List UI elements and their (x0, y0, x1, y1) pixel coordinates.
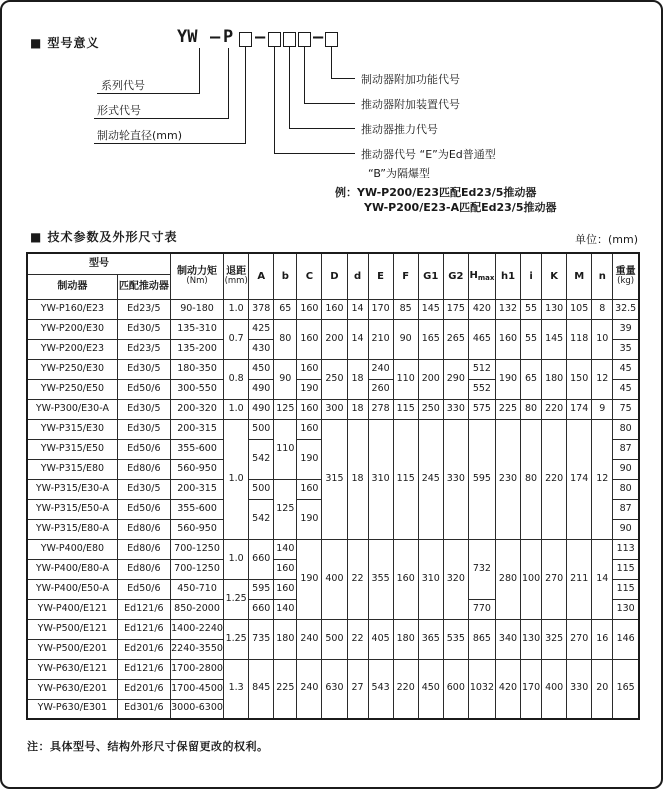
table-cell: 16 (592, 619, 613, 659)
table-cell: Ed23/5 (117, 339, 170, 359)
table-cell: Ed30/5 (117, 479, 170, 499)
table-cell: YW-P400/E80-A (27, 559, 117, 579)
table-cell: 1700-4500 (170, 679, 223, 699)
label-form-code: 形式代号 (97, 104, 141, 117)
col-header-model-group: 型号 (27, 253, 170, 274)
table-cell: 500 (249, 419, 274, 439)
table-cell: YW-P315/E50-A (27, 499, 117, 519)
connector-line (331, 47, 332, 78)
col-header-thruster: 匹配推动器 (117, 274, 170, 299)
table-cell: 115 (393, 399, 418, 419)
code-series-text: YW (177, 27, 198, 47)
table-cell: 270 (567, 619, 592, 659)
table-cell: 270 (542, 539, 567, 619)
code-box-thruster-code (268, 32, 281, 47)
table-cell: 100 (521, 539, 542, 619)
table-cell: YW-P160/E23 (27, 299, 117, 319)
table-cell: 660 (249, 599, 274, 619)
table-cell: 1700-2800 (170, 659, 223, 679)
table-cell: YW-P315/E50 (27, 439, 117, 459)
table-cell: 14 (592, 539, 613, 619)
table-cell: 355 (368, 539, 393, 619)
table-cell: 135-200 (170, 339, 223, 359)
unit-note: 单位：(mm) (575, 233, 639, 246)
table-cell: Ed201/6 (117, 679, 170, 699)
table-cell: 450 (249, 359, 274, 379)
table-cell: 425 (249, 319, 274, 339)
table-cell: 118 (567, 319, 592, 359)
col-header-C: C (297, 253, 322, 299)
table-cell: 18 (347, 419, 368, 539)
table-cell: 290 (443, 359, 468, 399)
table-cell: 45 (613, 359, 639, 379)
table-cell: 190 (297, 539, 322, 619)
connector-line (94, 143, 246, 144)
table-cell: 90 (613, 459, 639, 479)
connector-line (228, 48, 229, 118)
table-cell: 560-950 (170, 519, 223, 539)
table-cell: 575 (468, 399, 495, 419)
table-cell: 110 (393, 359, 418, 399)
table-cell: 20 (592, 659, 613, 719)
table-cell: 450-710 (170, 579, 223, 599)
table-cell: 320 (443, 539, 468, 619)
table-cell: Ed201/6 (117, 639, 170, 659)
table-cell: 12 (592, 419, 613, 539)
table-cell: 200 (322, 319, 347, 359)
table-cell: 211 (567, 539, 592, 619)
col-header-weight: 重量 (kg) (613, 253, 639, 299)
table-cell: 450 (418, 659, 443, 719)
col-header-Hmax: $H_{max}$ (468, 253, 495, 299)
table-cell: 630 (322, 659, 347, 719)
section-title-model-meaning: ■ 型号意义 (30, 36, 100, 50)
col-header-G1: G1 (418, 253, 443, 299)
table-cell: 65 (521, 359, 542, 399)
table-cell: YW-P315/E30 (27, 419, 117, 439)
col-header-K: K (542, 253, 567, 299)
table-row (27, 319, 639, 339)
table-cell: 330 (443, 399, 468, 419)
table-cell: YW-P630/E301 (27, 699, 117, 719)
col-header-b: b (274, 253, 297, 299)
table-cell: 160 (297, 299, 322, 319)
connector-line (97, 93, 200, 94)
table-cell: 1032 (468, 659, 495, 719)
table-cell: 260 (368, 379, 393, 399)
table-cell: 1.0 (224, 419, 249, 539)
table-cell: YW-P400/E80 (27, 539, 117, 559)
connector-line (274, 47, 275, 153)
label-series-code: 系列代号 (101, 79, 145, 92)
table-cell: 45 (613, 379, 639, 399)
table-cell: 110 (274, 419, 297, 479)
table-cell: 430 (249, 339, 274, 359)
table-cell: 125 (274, 479, 297, 539)
table-cell: Ed50/6 (117, 439, 170, 459)
table-cell: 220 (542, 419, 567, 539)
table-cell: 278 (368, 399, 393, 419)
table-cell: 310 (418, 539, 443, 619)
table-cell: 1.3 (224, 659, 249, 719)
table-row (27, 399, 639, 419)
connector-line (304, 103, 355, 104)
table-cell: 140 (274, 599, 297, 619)
table-cell: 18 (347, 359, 368, 399)
table-cell: YW-P400/E121 (27, 599, 117, 619)
table-cell: YW-P250/E30 (27, 359, 117, 379)
table-cell: 150 (567, 359, 592, 399)
table-cell: 160 (393, 539, 418, 619)
table-cell: YW-P250/E50 (27, 379, 117, 399)
table-cell: 865 (468, 619, 495, 659)
label-brake-function-code: 制动器附加功能代号 (361, 73, 460, 86)
table-cell: 180 (542, 359, 567, 399)
table-cell: 80 (521, 399, 542, 419)
table-cell: 175 (443, 299, 468, 319)
table-cell: 265 (443, 319, 468, 359)
table-cell: 0.7 (224, 319, 249, 359)
table-cell: YW-P500/E201 (27, 639, 117, 659)
table-cell: 145 (418, 299, 443, 319)
table-cell: 190 (495, 359, 520, 399)
table-cell: 80 (613, 479, 639, 499)
table-cell: 65 (274, 299, 297, 319)
table-cell: 75 (613, 399, 639, 419)
example-line-2: YW-P200/E23-A匹配Ed23/5推动器 (364, 201, 557, 214)
connector-line (289, 47, 290, 128)
table-cell: 355-600 (170, 439, 223, 459)
table-cell: 300-550 (170, 379, 223, 399)
col-header-E: E (368, 253, 393, 299)
section-title-parameters: ■ 技术参数及外形尺寸表 (30, 230, 178, 244)
table-cell: 9 (592, 399, 613, 419)
table-cell: 280 (495, 539, 520, 619)
table-cell: 250 (418, 399, 443, 419)
table-cell: Ed80/6 (117, 519, 170, 539)
table-cell: 160 (297, 359, 322, 379)
table-cell: 160 (297, 479, 322, 499)
table-body (27, 299, 639, 719)
code-box-function-code (325, 32, 338, 47)
table-cell: 160 (274, 559, 297, 579)
col-header-torque: 制动力矩 (Nm) (170, 253, 223, 299)
table-cell: 378 (249, 299, 274, 319)
col-header-A: A (249, 253, 274, 299)
table-cell: 174 (567, 419, 592, 539)
table-cell: YW-P315/E80-A (27, 519, 117, 539)
table-cell: 90 (613, 519, 639, 539)
table-cell: 146 (613, 619, 639, 659)
table-cell: 0.8 (224, 359, 249, 399)
table-cell: 160 (495, 319, 520, 359)
code-box-diameter (239, 32, 252, 47)
table-cell: 125 (274, 399, 297, 419)
table-cell: 465 (468, 319, 495, 359)
label-thruster-device-code: 推动器附加装置代号 (361, 98, 460, 111)
table-cell: 1.25 (224, 579, 249, 619)
connector-line (331, 78, 355, 79)
table-cell: YW-P630/E201 (27, 679, 117, 699)
table-cell: 700-1250 (170, 539, 223, 559)
table-cell: YW-P300/E30-A (27, 399, 117, 419)
table-cell: 190 (297, 379, 322, 399)
table-cell: 35 (613, 339, 639, 359)
table-cell: 105 (567, 299, 592, 319)
table-cell: 600 (443, 659, 468, 719)
table-cell: YW-P200/E30 (27, 319, 117, 339)
table-cell: 200-315 (170, 479, 223, 499)
table-cell: Ed80/6 (117, 459, 170, 479)
table-cell: 245 (418, 419, 443, 539)
table-cell: 180 (393, 619, 418, 659)
col-header-D: D (322, 253, 347, 299)
table-cell: 180-350 (170, 359, 223, 379)
table-cell: 355-600 (170, 499, 223, 519)
table-cell: 225 (495, 399, 520, 419)
table-cell: 770 (468, 599, 495, 619)
table-header (27, 253, 639, 299)
code-box-attachment-code (298, 32, 311, 47)
table-cell: 200 (418, 359, 443, 399)
table-cell: Ed23/5 (117, 299, 170, 319)
table-cell: 27 (347, 659, 368, 719)
connector-line (304, 47, 305, 103)
table-cell: 39 (613, 319, 639, 339)
table-cell: 325 (542, 619, 567, 659)
code-box-thrust-code (283, 32, 296, 47)
table-cell: 210 (368, 319, 393, 359)
table-cell: 22 (347, 539, 368, 619)
table-cell: 542 (249, 499, 274, 539)
table-cell: 14 (347, 299, 368, 319)
table-cell: Ed30/5 (117, 419, 170, 439)
table-cell: 490 (249, 399, 274, 419)
table-cell: 1.0 (224, 539, 249, 579)
table-cell: 190 (297, 439, 322, 479)
table-cell: 845 (249, 659, 274, 719)
table-cell: 225 (274, 659, 297, 719)
table-cell: Ed50/6 (117, 499, 170, 519)
table-cell: 340 (495, 619, 520, 659)
table-cell: YW-P630/E121 (27, 659, 117, 679)
table-cell: 55 (521, 299, 542, 319)
connector-line (274, 153, 355, 154)
table-cell: 2240-3550 (170, 639, 223, 659)
table-cell: 115 (393, 419, 418, 539)
table-cell: 113 (613, 539, 639, 559)
table-row (27, 299, 639, 319)
table-row (27, 659, 639, 679)
table-cell: 85 (393, 299, 418, 319)
table-cell: 135-310 (170, 319, 223, 339)
table-cell: 735 (249, 619, 274, 659)
table-cell: 660 (249, 539, 274, 579)
code-dash-1: – (210, 27, 221, 47)
table-cell: 543 (368, 659, 393, 719)
table-cell: 595 (249, 579, 274, 599)
table-cell: 500 (322, 619, 347, 659)
table-cell: 1.25 (224, 619, 249, 659)
table-cell: 230 (495, 419, 520, 539)
table-cell: Ed50/6 (117, 579, 170, 599)
table-cell: 180 (274, 619, 297, 659)
table-cell: 18 (347, 399, 368, 419)
table-row (27, 619, 639, 639)
table-cell: 240 (297, 659, 322, 719)
table-cell: 552 (468, 379, 495, 399)
table-cell: YW-P500/E121 (27, 619, 117, 639)
table-cell: 420 (495, 659, 520, 719)
col-header-G2: G2 (443, 253, 468, 299)
table-cell: 87 (613, 439, 639, 459)
table-cell: 160 (274, 579, 297, 599)
connector-line (199, 48, 200, 93)
label-wheel-diameter: 制动轮直径(mm) (97, 129, 183, 142)
table-cell: Ed30/5 (117, 319, 170, 339)
table-cell: 250 (322, 359, 347, 399)
table-cell: 240 (368, 359, 393, 379)
table-cell: 130 (542, 299, 567, 319)
table-cell: Ed30/5 (117, 359, 170, 379)
table-cell: 1400-2240 (170, 619, 223, 639)
col-header-F: F (393, 253, 418, 299)
table-cell: 130 (613, 599, 639, 619)
code-dash-2: – (255, 27, 266, 47)
table-cell: 732 (468, 539, 495, 599)
connector-line (245, 47, 246, 143)
table-cell: 240 (297, 619, 322, 659)
table-cell: 80 (274, 319, 297, 359)
table-cell: 365 (418, 619, 443, 659)
table-cell: 490 (249, 379, 274, 399)
table-row (27, 539, 639, 559)
label-thruster-thrust-code: 推动器推力代号 (361, 123, 438, 136)
table-cell: Ed80/6 (117, 539, 170, 559)
table-cell: 165 (418, 319, 443, 359)
table-cell: YW-P200/E23 (27, 339, 117, 359)
table-cell: Ed50/6 (117, 379, 170, 399)
table-cell: 200-315 (170, 419, 223, 439)
table-cell: Ed121/6 (117, 619, 170, 639)
table-cell: 8 (592, 299, 613, 319)
table-row (27, 419, 639, 439)
table-cell: 3000-6300 (170, 699, 223, 719)
table-cell: 10 (592, 319, 613, 359)
table-cell: 130 (521, 619, 542, 659)
col-header-h1: h1 (495, 253, 520, 299)
table-row (27, 359, 639, 379)
connector-line (289, 128, 355, 129)
table-cell: 115 (613, 559, 639, 579)
table-cell: Ed30/5 (117, 399, 170, 419)
table-cell: 160 (322, 299, 347, 319)
connector-line (94, 118, 229, 119)
table-cell: 90 (393, 319, 418, 359)
table-cell: 170 (521, 659, 542, 719)
table-cell: 160 (297, 399, 322, 419)
table-cell: 400 (322, 539, 347, 619)
table-cell: 500 (249, 479, 274, 499)
table-cell: Ed121/6 (117, 599, 170, 619)
table-cell: 850-2000 (170, 599, 223, 619)
table-cell: 87 (613, 499, 639, 519)
table-cell: 22 (347, 619, 368, 659)
table-cell: 170 (368, 299, 393, 319)
code-dash-3: – (313, 27, 324, 47)
table-cell: Ed80/6 (117, 559, 170, 579)
table-cell: 132 (495, 299, 520, 319)
code-form-text: P (223, 27, 234, 47)
label-thruster-code-e: 推动器代号 “E”为Ed普通型 (361, 148, 496, 161)
table-cell: 190 (297, 499, 322, 539)
table-cell: 90 (274, 359, 297, 399)
table-cell: 55 (521, 319, 542, 359)
col-header-M: M (567, 253, 592, 299)
table-cell: 300 (322, 399, 347, 419)
table-cell: 165 (613, 659, 639, 719)
table-cell: 14 (347, 319, 368, 359)
col-header-n: n (592, 253, 613, 299)
example-line-1: 例：YW-P200/E23匹配Ed23/5推动器 (335, 186, 537, 199)
table-cell: 32.5 (613, 299, 639, 319)
table-cell: 115 (613, 579, 639, 599)
table-cell: 1.0 (224, 299, 249, 319)
table-cell: 1.0 (224, 399, 249, 419)
table-cell: 200-320 (170, 399, 223, 419)
table-cell: 145 (542, 319, 567, 359)
table-cell: 535 (443, 619, 468, 659)
table-cell: YW-P315/E30-A (27, 479, 117, 499)
table-cell: 512 (468, 359, 495, 379)
table-cell: 220 (542, 399, 567, 419)
table-cell: YW-P315/E80 (27, 459, 117, 479)
spec-table (26, 252, 640, 720)
table-cell: Ed301/6 (117, 699, 170, 719)
table-cell: 220 (393, 659, 418, 719)
table-cell: 140 (274, 539, 297, 559)
table-cell: 400 (542, 659, 567, 719)
footnote: 注：具体型号、结构外形尺寸保留更改的权利。 (27, 740, 269, 753)
table-cell: 174 (567, 399, 592, 419)
table-cell: 315 (322, 419, 347, 539)
table-cell: 560-950 (170, 459, 223, 479)
table-cell: YW-P400/E50-A (27, 579, 117, 599)
table-cell: 80 (521, 419, 542, 539)
table-cell: 90-180 (170, 299, 223, 319)
col-header-brake: 制动器 (27, 274, 117, 299)
col-header-i: i (521, 253, 542, 299)
table-cell: 160 (297, 319, 322, 359)
table-cell: 330 (567, 659, 592, 719)
table-cell: 330 (443, 419, 468, 539)
table-cell: 80 (613, 419, 639, 439)
table-cell: 420 (468, 299, 495, 319)
table-cell: Ed121/6 (117, 659, 170, 679)
table-cell: 700-1250 (170, 559, 223, 579)
col-header-gap: 退距 (mm) (224, 253, 249, 299)
table-cell: 405 (368, 619, 393, 659)
table-cell: 542 (249, 439, 274, 479)
table-cell: 160 (297, 419, 322, 439)
col-header-d: d (347, 253, 368, 299)
table-cell: 310 (368, 419, 393, 539)
table-cell: 595 (468, 419, 495, 539)
table-cell: 12 (592, 359, 613, 399)
label-thruster-code-b: “B”为隔爆型 (368, 167, 431, 180)
